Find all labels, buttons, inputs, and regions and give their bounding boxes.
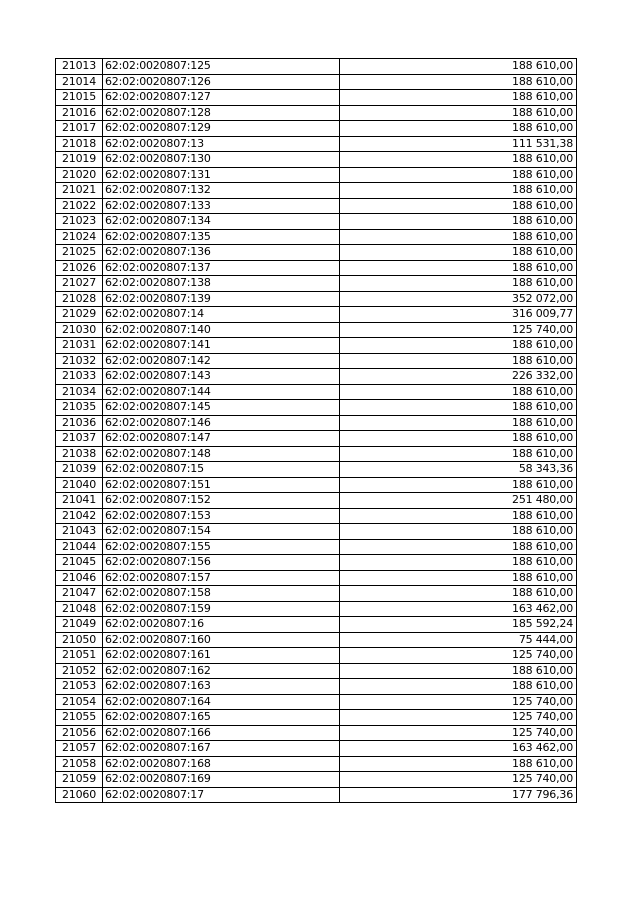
row-number-cell: 21058	[56, 756, 103, 772]
value-cell: 188 610,00	[340, 183, 577, 199]
row-number-cell: 21023	[56, 214, 103, 230]
table-row	[56, 446, 577, 462]
table-row	[56, 648, 577, 664]
row-number-cell: 21032	[56, 353, 103, 369]
cadastral-code-cell: 62:02:0020807:13	[103, 136, 340, 152]
cadastral-code-cell: 62:02:0020807:146	[103, 415, 340, 431]
table-row	[56, 400, 577, 416]
value-cell: 188 610,00	[340, 524, 577, 540]
value-cell: 75 444,00	[340, 632, 577, 648]
cadastral-code-cell: 62:02:0020807:164	[103, 694, 340, 710]
value-cell: 188 610,00	[340, 431, 577, 447]
cadastral-code-cell: 62:02:0020807:143	[103, 369, 340, 385]
row-number-cell: 21028	[56, 291, 103, 307]
table-row	[56, 183, 577, 199]
cadastral-code-cell: 62:02:0020807:153	[103, 508, 340, 524]
table-row	[56, 555, 577, 571]
value-cell: 188 610,00	[340, 539, 577, 555]
value-cell: 188 610,00	[340, 679, 577, 695]
table-row	[56, 462, 577, 478]
cadastral-code-cell: 62:02:0020807:16	[103, 617, 340, 633]
row-number-cell: 21020	[56, 167, 103, 183]
row-number-cell: 21029	[56, 307, 103, 323]
row-number-cell: 21027	[56, 276, 103, 292]
cadastral-code-cell: 62:02:0020807:161	[103, 648, 340, 664]
row-number-cell: 21059	[56, 772, 103, 788]
row-number-cell: 21037	[56, 431, 103, 447]
value-cell: 125 740,00	[340, 772, 577, 788]
value-cell: 188 610,00	[340, 415, 577, 431]
cadastral-code-cell: 62:02:0020807:144	[103, 384, 340, 400]
cadastral-code-cell: 62:02:0020807:140	[103, 322, 340, 338]
registry-table-body	[56, 59, 577, 803]
row-number-cell: 21051	[56, 648, 103, 664]
table-row	[56, 586, 577, 602]
cadastral-code-cell: 62:02:0020807:128	[103, 105, 340, 121]
cadastral-code-cell: 62:02:0020807:145	[103, 400, 340, 416]
cadastral-code-cell: 62:02:0020807:127	[103, 90, 340, 106]
row-number-cell: 21048	[56, 601, 103, 617]
table-row	[56, 369, 577, 385]
row-number-cell: 21060	[56, 787, 103, 803]
cadastral-code-cell: 62:02:0020807:154	[103, 524, 340, 540]
table-row	[56, 493, 577, 509]
table-row	[56, 725, 577, 741]
table-row	[56, 307, 577, 323]
value-cell: 125 740,00	[340, 322, 577, 338]
table-row	[56, 477, 577, 493]
value-cell: 188 610,00	[340, 663, 577, 679]
value-cell: 188 610,00	[340, 167, 577, 183]
cadastral-code-cell: 62:02:0020807:14	[103, 307, 340, 323]
value-cell: 188 610,00	[340, 198, 577, 214]
value-cell: 111 531,38	[340, 136, 577, 152]
table-row	[56, 214, 577, 230]
row-number-cell: 21024	[56, 229, 103, 245]
cadastral-code-cell: 62:02:0020807:167	[103, 741, 340, 757]
row-number-cell: 21044	[56, 539, 103, 555]
cadastral-code-cell: 62:02:0020807:135	[103, 229, 340, 245]
row-number-cell: 21025	[56, 245, 103, 261]
value-cell: 188 610,00	[340, 229, 577, 245]
row-number-cell: 21030	[56, 322, 103, 338]
value-cell: 125 740,00	[340, 648, 577, 664]
table-row	[56, 353, 577, 369]
cadastral-code-cell: 62:02:0020807:125	[103, 59, 340, 75]
cadastral-code-cell: 62:02:0020807:162	[103, 663, 340, 679]
cadastral-code-cell: 62:02:0020807:17	[103, 787, 340, 803]
row-number-cell: 21026	[56, 260, 103, 276]
value-cell: 188 610,00	[340, 756, 577, 772]
value-cell: 188 610,00	[340, 214, 577, 230]
cadastral-code-cell: 62:02:0020807:129	[103, 121, 340, 137]
table-row	[56, 508, 577, 524]
cadastral-code-cell: 62:02:0020807:136	[103, 245, 340, 261]
table-row	[56, 291, 577, 307]
table-row	[56, 601, 577, 617]
table-row	[56, 710, 577, 726]
row-number-cell: 21054	[56, 694, 103, 710]
row-number-cell: 21042	[56, 508, 103, 524]
value-cell: 251 480,00	[340, 493, 577, 509]
row-number-cell: 21045	[56, 555, 103, 571]
registry-table	[55, 58, 577, 803]
cadastral-code-cell: 62:02:0020807:157	[103, 570, 340, 586]
cadastral-code-cell: 62:02:0020807:169	[103, 772, 340, 788]
value-cell: 226 332,00	[340, 369, 577, 385]
value-cell: 185 592,24	[340, 617, 577, 633]
row-number-cell: 21035	[56, 400, 103, 416]
value-cell: 188 610,00	[340, 260, 577, 276]
row-number-cell: 21056	[56, 725, 103, 741]
cadastral-code-cell: 62:02:0020807:133	[103, 198, 340, 214]
cadastral-code-cell: 62:02:0020807:148	[103, 446, 340, 462]
cadastral-code-cell: 62:02:0020807:163	[103, 679, 340, 695]
value-cell: 125 740,00	[340, 694, 577, 710]
row-number-cell: 21033	[56, 369, 103, 385]
value-cell: 352 072,00	[340, 291, 577, 307]
table-row	[56, 772, 577, 788]
cadastral-code-cell: 62:02:0020807:15	[103, 462, 340, 478]
value-cell: 188 610,00	[340, 508, 577, 524]
value-cell: 188 610,00	[340, 446, 577, 462]
value-cell: 188 610,00	[340, 400, 577, 416]
table-row	[56, 260, 577, 276]
table-row	[56, 384, 577, 400]
cadastral-code-cell: 62:02:0020807:134	[103, 214, 340, 230]
table-row	[56, 632, 577, 648]
row-number-cell: 21018	[56, 136, 103, 152]
row-number-cell: 21050	[56, 632, 103, 648]
row-number-cell: 21031	[56, 338, 103, 354]
cadastral-code-cell: 62:02:0020807:131	[103, 167, 340, 183]
row-number-cell: 21055	[56, 710, 103, 726]
table-row	[56, 338, 577, 354]
cadastral-code-cell: 62:02:0020807:138	[103, 276, 340, 292]
value-cell: 188 610,00	[340, 245, 577, 261]
value-cell: 188 610,00	[340, 121, 577, 137]
value-cell: 163 462,00	[340, 741, 577, 757]
table-row	[56, 245, 577, 261]
value-cell: 188 610,00	[340, 353, 577, 369]
row-number-cell: 21046	[56, 570, 103, 586]
cadastral-code-cell: 62:02:0020807:130	[103, 152, 340, 168]
table-row	[56, 229, 577, 245]
row-number-cell: 21017	[56, 121, 103, 137]
value-cell: 188 610,00	[340, 570, 577, 586]
row-number-cell: 21013	[56, 59, 103, 75]
value-cell: 188 610,00	[340, 338, 577, 354]
cadastral-code-cell: 62:02:0020807:142	[103, 353, 340, 369]
table-row	[56, 59, 577, 75]
table-row	[56, 276, 577, 292]
value-cell: 188 610,00	[340, 477, 577, 493]
row-number-cell: 21019	[56, 152, 103, 168]
cadastral-code-cell: 62:02:0020807:168	[103, 756, 340, 772]
value-cell: 58 343,36	[340, 462, 577, 478]
cadastral-code-cell: 62:02:0020807:151	[103, 477, 340, 493]
value-cell: 188 610,00	[340, 276, 577, 292]
row-number-cell: 21041	[56, 493, 103, 509]
row-number-cell: 21038	[56, 446, 103, 462]
cadastral-code-cell: 62:02:0020807:132	[103, 183, 340, 199]
table-row	[56, 617, 577, 633]
table-row	[56, 415, 577, 431]
cadastral-code-cell: 62:02:0020807:137	[103, 260, 340, 276]
value-cell: 125 740,00	[340, 710, 577, 726]
row-number-cell: 21039	[56, 462, 103, 478]
table-row	[56, 787, 577, 803]
cadastral-code-cell: 62:02:0020807:147	[103, 431, 340, 447]
row-number-cell: 21053	[56, 679, 103, 695]
cadastral-code-cell: 62:02:0020807:160	[103, 632, 340, 648]
row-number-cell: 21015	[56, 90, 103, 106]
cadastral-code-cell: 62:02:0020807:166	[103, 725, 340, 741]
table-row	[56, 539, 577, 555]
row-number-cell: 21052	[56, 663, 103, 679]
cadastral-code-cell: 62:02:0020807:159	[103, 601, 340, 617]
value-cell: 188 610,00	[340, 74, 577, 90]
table-row	[56, 152, 577, 168]
cadastral-code-cell: 62:02:0020807:156	[103, 555, 340, 571]
value-cell: 316 009,77	[340, 307, 577, 323]
table-row	[56, 694, 577, 710]
cadastral-code-cell: 62:02:0020807:126	[103, 74, 340, 90]
table-row	[56, 663, 577, 679]
table-row	[56, 105, 577, 121]
row-number-cell: 21021	[56, 183, 103, 199]
cadastral-code-cell: 62:02:0020807:155	[103, 539, 340, 555]
table-row	[56, 121, 577, 137]
table-row	[56, 756, 577, 772]
row-number-cell: 21036	[56, 415, 103, 431]
table-row	[56, 90, 577, 106]
value-cell: 188 610,00	[340, 586, 577, 602]
row-number-cell: 21049	[56, 617, 103, 633]
value-cell: 188 610,00	[340, 384, 577, 400]
table-row	[56, 741, 577, 757]
table-row	[56, 679, 577, 695]
cadastral-code-cell: 62:02:0020807:139	[103, 291, 340, 307]
table-row	[56, 322, 577, 338]
value-cell: 188 610,00	[340, 90, 577, 106]
row-number-cell: 21057	[56, 741, 103, 757]
value-cell: 188 610,00	[340, 555, 577, 571]
cadastral-code-cell: 62:02:0020807:158	[103, 586, 340, 602]
cadastral-code-cell: 62:02:0020807:152	[103, 493, 340, 509]
row-number-cell: 21022	[56, 198, 103, 214]
row-number-cell: 21016	[56, 105, 103, 121]
value-cell: 188 610,00	[340, 105, 577, 121]
table-row	[56, 136, 577, 152]
cadastral-code-cell: 62:02:0020807:141	[103, 338, 340, 354]
value-cell: 177 796,36	[340, 787, 577, 803]
row-number-cell: 21043	[56, 524, 103, 540]
table-row	[56, 167, 577, 183]
table-row	[56, 198, 577, 214]
table-row	[56, 431, 577, 447]
table-row	[56, 74, 577, 90]
value-cell: 125 740,00	[340, 725, 577, 741]
row-number-cell: 21040	[56, 477, 103, 493]
value-cell: 163 462,00	[340, 601, 577, 617]
cadastral-code-cell: 62:02:0020807:165	[103, 710, 340, 726]
value-cell: 188 610,00	[340, 59, 577, 75]
value-cell: 188 610,00	[340, 152, 577, 168]
row-number-cell: 21034	[56, 384, 103, 400]
table-row	[56, 570, 577, 586]
table-row	[56, 524, 577, 540]
row-number-cell: 21014	[56, 74, 103, 90]
row-number-cell: 21047	[56, 586, 103, 602]
